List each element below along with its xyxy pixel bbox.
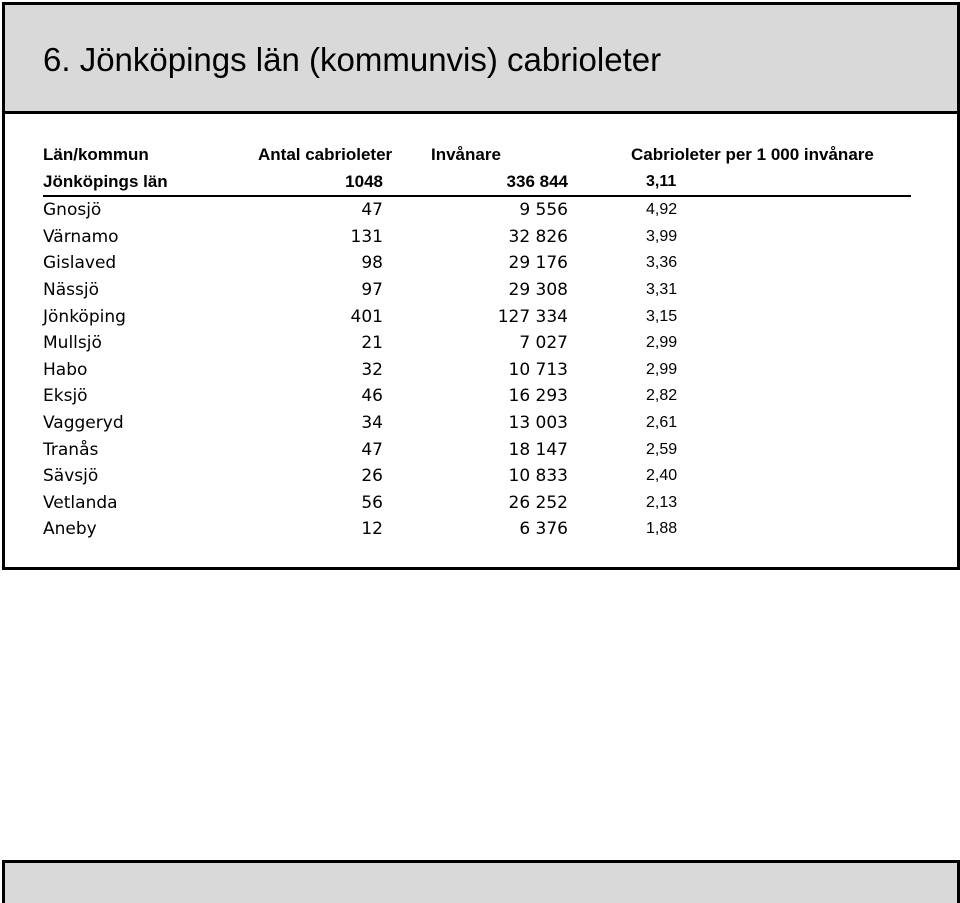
row-name: Vaggeryd <box>43 412 124 433</box>
row-rate: 2,59 <box>646 440 678 458</box>
row-name: Mullsjö <box>43 333 102 354</box>
row-count: 46 <box>361 386 383 407</box>
row-rate: 3,99 <box>646 227 678 245</box>
row-name: Vetlanda <box>43 492 118 513</box>
header-count: Antal cabrioleter <box>258 145 393 164</box>
row-count: 47 <box>361 200 383 221</box>
next-section-bar <box>2 860 960 903</box>
row-rate: 2,13 <box>646 493 678 511</box>
row-name: Aneby <box>43 519 97 540</box>
table-row <box>43 437 911 464</box>
table-row <box>43 383 911 410</box>
row-rate: 1,88 <box>646 520 678 538</box>
row-population: 18 147 <box>508 439 568 460</box>
header-population: Invånare <box>431 145 501 164</box>
row-name: Jönköping <box>43 306 126 327</box>
page-title: 6. Jönköpings län (kommunvis) cabrioleter <box>43 41 662 78</box>
row-population: 9 556 <box>519 200 568 221</box>
row-count: 47 <box>361 439 383 460</box>
row-name: Tranås <box>43 439 99 460</box>
title-bar <box>5 5 957 114</box>
row-count: 98 <box>361 253 383 274</box>
row-rate: 2,82 <box>646 387 678 405</box>
row-count: 34 <box>361 412 383 433</box>
row-name: Eksjö <box>43 386 88 407</box>
row-rate: 2,99 <box>646 334 678 352</box>
table-row <box>43 516 911 543</box>
row-name: Gislaved <box>43 253 117 274</box>
table-row <box>43 224 911 251</box>
table-row <box>43 197 911 224</box>
row-rate: 2,40 <box>646 467 678 485</box>
row-count: 401 <box>350 306 383 327</box>
table-row <box>43 277 911 304</box>
table-row <box>43 410 911 437</box>
row-name: Nässjö <box>43 279 99 300</box>
row-population: 32 826 <box>508 226 568 247</box>
data-table <box>43 142 911 543</box>
row-population: 127 334 <box>497 306 568 327</box>
table-row <box>43 304 911 331</box>
total-count: 1048 <box>345 171 383 191</box>
row-population: 13 003 <box>508 412 568 433</box>
row-population: 7 027 <box>519 333 568 354</box>
row-count: 21 <box>361 333 383 354</box>
row-name: Gnosjö <box>43 200 102 221</box>
row-count: 97 <box>361 279 383 300</box>
table-row <box>43 463 911 490</box>
total-population: 336 844 <box>506 171 568 191</box>
table-row <box>43 357 911 384</box>
row-rate: 3,36 <box>646 254 678 272</box>
row-name: Värnamo <box>43 226 119 247</box>
row-population: 29 176 <box>508 253 568 274</box>
row-rate: 2,61 <box>646 413 678 431</box>
row-name: Habo <box>43 359 88 380</box>
row-population: 6 376 <box>519 519 568 540</box>
row-rate: 3,31 <box>646 280 678 298</box>
header-rate: Cabrioleter per 1 000 invånare <box>631 145 874 164</box>
total-rate: 3,11 <box>646 172 677 190</box>
row-population: 29 308 <box>508 279 568 300</box>
row-count: 26 <box>361 466 383 487</box>
row-population: 16 293 <box>508 386 568 407</box>
table-header-row <box>43 142 911 169</box>
total-name: Jönköpings län <box>43 171 168 191</box>
row-count: 12 <box>361 519 383 540</box>
row-rate: 3,15 <box>646 307 678 325</box>
table-frame <box>2 2 960 570</box>
table-row <box>43 330 911 357</box>
table-row <box>43 250 911 277</box>
header-name: Län/kommun <box>43 145 149 164</box>
row-count: 131 <box>350 226 383 247</box>
row-rate: 4,92 <box>646 201 678 219</box>
row-population: 26 252 <box>508 492 568 513</box>
row-count: 56 <box>361 492 383 513</box>
table-row <box>43 490 911 517</box>
row-count: 32 <box>361 359 383 380</box>
row-name: Sävsjö <box>43 466 99 487</box>
row-population: 10 833 <box>508 466 568 487</box>
row-rate: 2,99 <box>646 360 678 378</box>
row-population: 10 713 <box>508 359 568 380</box>
table-total-row <box>43 169 911 198</box>
